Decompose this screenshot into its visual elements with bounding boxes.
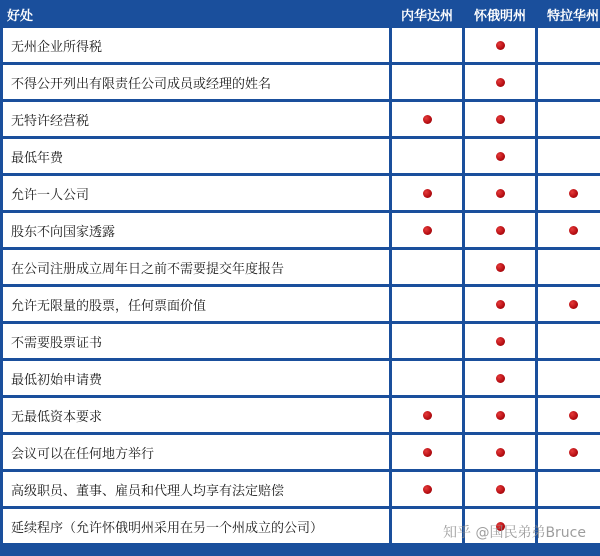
cell-nevada [392, 472, 462, 506]
header-benefits: 好处 [3, 3, 389, 25]
table-row [3, 398, 600, 432]
benefit-label: 最低初始申请费 [3, 361, 389, 395]
table-row [3, 102, 600, 136]
cell-delaware [538, 324, 600, 358]
cell-wyoming [465, 65, 535, 99]
cell-delaware [538, 287, 600, 321]
table-row [3, 287, 600, 321]
table-row [3, 509, 600, 543]
cell-delaware [538, 361, 600, 395]
cell-nevada [392, 435, 462, 469]
cell-nevada [392, 176, 462, 210]
watermark: 知乎 @国民弟弟Bruce [443, 525, 586, 541]
red-dot-icon [496, 115, 505, 124]
cell-nevada [392, 398, 462, 432]
benefit-label: 允许无限量的股票，任何票面价值 [3, 287, 389, 321]
cell-delaware [538, 398, 600, 432]
cell-nevada [392, 324, 462, 358]
cell-wyoming [465, 176, 535, 210]
cell-delaware [538, 509, 600, 543]
benefit-label: 允许一人公司 [3, 176, 389, 210]
red-dot-icon [496, 522, 505, 531]
red-dot-icon [496, 337, 505, 346]
red-dot-icon [569, 189, 578, 198]
table-row [3, 139, 600, 173]
cell-wyoming [465, 509, 535, 543]
cell-nevada [392, 102, 462, 136]
cell-wyoming [465, 28, 535, 62]
red-dot-icon [569, 226, 578, 235]
cell-delaware [538, 435, 600, 469]
table-row [3, 213, 600, 247]
red-dot-icon [496, 189, 505, 198]
table-row [3, 435, 600, 469]
cell-wyoming [465, 250, 535, 284]
table-row [3, 472, 600, 506]
cell-nevada [392, 250, 462, 284]
red-dot-icon [496, 226, 505, 235]
red-dot-icon [423, 189, 432, 198]
benefit-label: 无州企业所得税 [3, 28, 389, 62]
red-dot-icon [423, 226, 432, 235]
red-dot-icon [423, 448, 432, 457]
cell-wyoming [465, 287, 535, 321]
cell-nevada [392, 65, 462, 99]
cell-delaware [538, 139, 600, 173]
red-dot-icon [496, 263, 505, 272]
red-dot-icon [423, 115, 432, 124]
benefit-label: 无最低资本要求 [3, 398, 389, 432]
cell-wyoming [465, 472, 535, 506]
benefit-label: 在公司注册成立周年日之前不需要提交年度报告 [3, 250, 389, 284]
cell-wyoming [465, 435, 535, 469]
benefit-label: 股东不向国家透露 [3, 213, 389, 247]
red-dot-icon [496, 78, 505, 87]
benefit-label: 会议可以在任何地方举行 [3, 435, 389, 469]
header-nevada: 内华达州 [392, 3, 462, 25]
table-row [3, 28, 600, 62]
cell-delaware [538, 65, 600, 99]
red-dot-icon [569, 448, 578, 457]
benefit-label: 不需要股票证书 [3, 324, 389, 358]
cell-wyoming [465, 361, 535, 395]
table-row [3, 65, 600, 99]
cell-delaware [538, 213, 600, 247]
red-dot-icon [423, 411, 432, 420]
cell-nevada [392, 509, 462, 543]
header-row [3, 3, 600, 25]
red-dot-icon [569, 300, 578, 309]
red-dot-icon [496, 374, 505, 383]
table-row [3, 361, 600, 395]
red-dot-icon [496, 152, 505, 161]
header-wyoming: 怀俄明州 [465, 3, 535, 25]
cell-nevada [392, 287, 462, 321]
header-delaware: 特拉华州 [538, 3, 600, 25]
red-dot-icon [496, 300, 505, 309]
red-dot-icon [496, 411, 505, 420]
cell-delaware [538, 472, 600, 506]
cell-nevada [392, 28, 462, 62]
cell-delaware [538, 28, 600, 62]
cell-wyoming [465, 398, 535, 432]
cell-delaware [538, 102, 600, 136]
cell-delaware [538, 176, 600, 210]
table-row [3, 176, 600, 210]
benefit-label: 高级职员、董事、雇员和代理人均享有法定赔偿 [3, 472, 389, 506]
cell-nevada [392, 213, 462, 247]
cell-nevada [392, 139, 462, 173]
benefit-label: 无特许经营税 [3, 102, 389, 136]
cell-delaware [538, 250, 600, 284]
red-dot-icon [423, 485, 432, 494]
red-dot-icon [496, 485, 505, 494]
red-dot-icon [496, 448, 505, 457]
cell-wyoming [465, 324, 535, 358]
cell-wyoming [465, 213, 535, 247]
benefit-label: 不得公开列出有限责任公司成员或经理的姓名 [3, 65, 389, 99]
red-dot-icon [569, 411, 578, 420]
benefit-label: 延续程序（允许怀俄明州采用在另一个州成立的公司） [3, 509, 389, 543]
benefit-label: 最低年费 [3, 139, 389, 173]
table-row [3, 250, 600, 284]
red-dot-icon [496, 41, 505, 50]
cell-wyoming [465, 139, 535, 173]
cell-wyoming [465, 102, 535, 136]
table-row [3, 324, 600, 358]
cell-nevada [392, 361, 462, 395]
